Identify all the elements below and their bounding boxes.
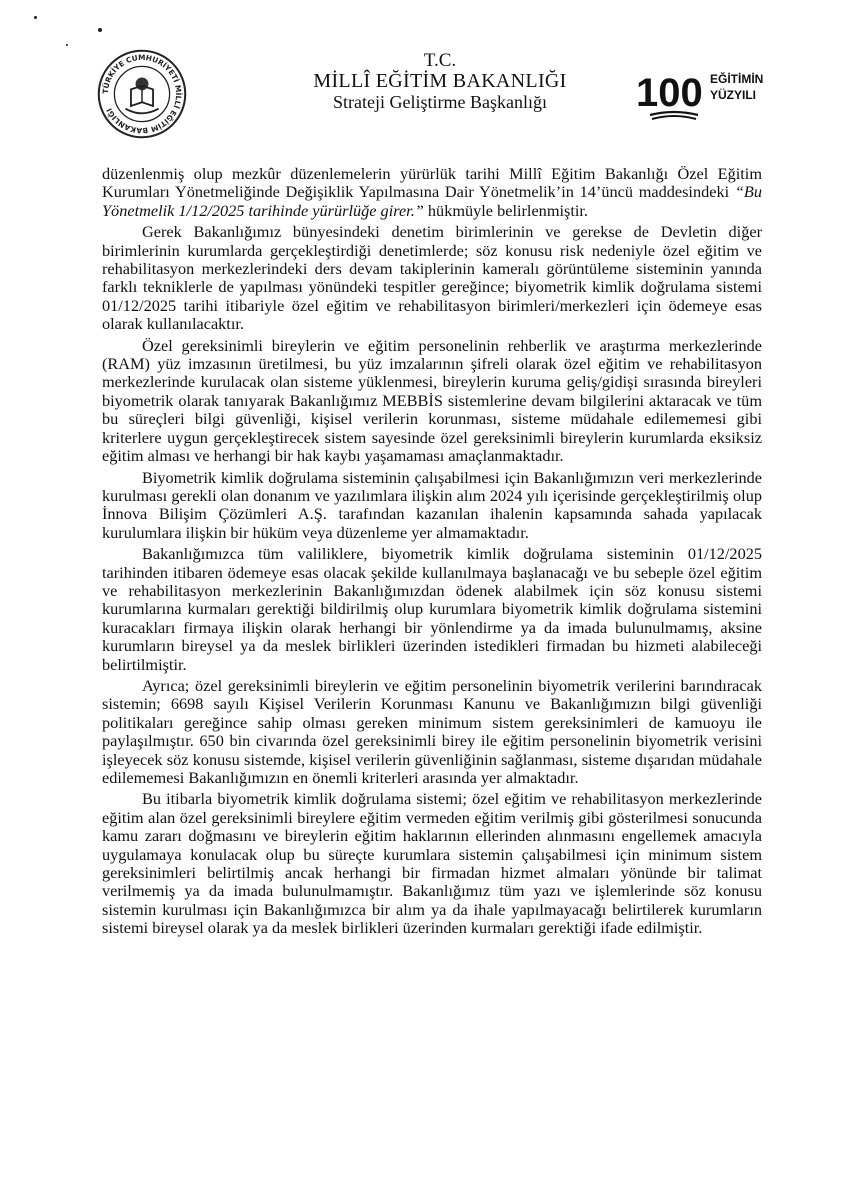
header-department: Strateji Geliştirme Başkanlığı bbox=[333, 92, 547, 112]
paragraph-7: Bu itibarla biyometrik kimlik doğrulama sistemi; özel eğitim ve rehabilitasyon merkezlerinde eğitim alan özel gereksinimli bireylere eğitim vermeden eğitim verilmiş gibi gösterilmesi sonucunda kamu zararı doğmasını ve bireylerin eğitim haklarının ellerinden alınmasını engellemek amacıyla uygulamaya konulacak olup bu süreçte kurumlara sistemin çalışabilmesi için minimum sistem gereksinimleri belirtilmiş ancak herhangi bir firmadan hizmet almaları yönünde bir talimat verilmemiş ya da imada bulunulmamıştır. Bakanlığımız tüm yazı ve işlemlerinde söz konusu sistemin kurulması için Bakanlığımızca bir alım ya da ihale yapılmayacağı belirtilerek kurumların sistemi bireysel olarak ya da meslek birlikleri üzerinden kurmaları gerektiği ifade edilmiştir. bbox=[102, 789, 762, 938]
scan-speck bbox=[34, 16, 37, 19]
logo-line2: YÜZYILI bbox=[710, 88, 757, 102]
scan-speck bbox=[66, 44, 68, 46]
logo-line1: EĞİTİMİN bbox=[710, 72, 764, 86]
header-ministry: MİLLÎ EĞİTİM BAKANLIĞI bbox=[313, 70, 567, 92]
paragraph-2: Gerek Bakanlığımız bünyesindeki denetim birimlerinin ve gerekse de Devletin diğer birimlerinin kurumlarda gerçekleştirdiği denetimlerde; söz konusu risk nedeniyle özel eğitim ve rehabilitasyon merkezlerindeki ders devam takiplerinin kameralı görüntüleme sisteminin yanında farklı tekniklerle de yapılması yönündeki tespitler gereğince; biyometrik kimlik doğrulama sistemi 01/12/2025 tarihi itibariyle özel eğitim ve rehabilitasyon birimleri/merkezleri için ödemeye esas olarak kullanılacaktır. bbox=[102, 222, 762, 334]
letterhead bbox=[290, 50, 590, 113]
paragraph-1-tail: hükmüyle belirlenmiştir. bbox=[423, 200, 588, 220]
ministry-seal bbox=[96, 48, 188, 140]
paragraph-1-text: düzenlenmiş olup mezkûr düzenlemelerin yürürlük tarihi Millî Eğitim Bakanlığı Özel Eğitim Kurumları Yönetmeliğinde Değişiklik Yapılmasına Dair Yönetmelik’in 14’üncü maddesindeki bbox=[102, 164, 762, 202]
paragraph-3: Özel gereksinimli bireylerin ve eğitim personelinin rehberlik ve araştırma merkezlerinde (RAM) yüz imzasının üretilmesi, bu yüz imzalarının şifreli olarak özel eğitim ve rehabilitasyon merkezlerinde kurulacak olan sisteme yüklenmesi, bireylerin kuruma geliş/gidişi sırasında bireyleri biyometrik olarak tanıyarak Bakanlığımız MEBBİS sistemlerine devam bilgilerini aktaracak ve tüm bu süreçleri bilgi güvenliği, kişisel verilerin korunması, sisteme müdahale edilememesi gibi kriterlere uygun gerçekleştirecek sistem sayesinde özel gereksinimli bireylerin kurumlarda eksiksiz eğitim alması ve herhangi bir hak kaybı yaşamaması amaçlanmaktadır. bbox=[102, 335, 762, 466]
letter-body bbox=[102, 165, 762, 941]
paragraph-5: Bakanlığımızca tüm valiliklere, biyometrik kimlik doğrulama sisteminin 01/12/2025 tarihinden itibaren ödemeye esas olacak şekilde kullanılmaya başlanacağı ve bu sebeple özel eğitim ve rehabilitasyon merkezlerinin Bakanlığımızdan ödenek alabilmek için söz konusu sistemi kurumlarına kurmaları gerektiği bildirilmiş olup kurumlara biyometrik kimlik doğrulama sistemini kuracakları firmaya ilişkin olarak herhangi bir yönlendirme ya da imada bulunulmamış, aksine kurumların bireysel ya da meslek birlikleri üzerinden istedikleri firmadan bu hizmeti alabileceği belirtilmiştir. bbox=[102, 544, 762, 674]
egitimin-yuzyili-logo bbox=[634, 66, 764, 122]
paragraph-4: Biyometrik kimlik doğrulama sisteminin çalışabilmesi için Bakanlığımızın veri merkezlerinde kurulması gerekli olan donanım ve yazılımlara ilişkin alım 2024 yılı içerisinde gerçekleştirilmiş olup İnnova Bilişim Çözümleri A.Ş. tarafından kazanılan ihalenin kapsamında sahada yapılacak kurulumlara ilişkin bir hüküm veya düzenleme yer almamaktadır. bbox=[102, 467, 762, 542]
paragraph-6: Ayrıca; özel gereksinimli bireylerin ve eğitim personelinin biyometrik verilerini barındıracak sistemin; 6698 sayılı Kişisel Verilerin Korunması Kanunu ve Bakanlığımızın bilgi güvenliği politikaları gereğince sahip olması gereken minimum sistem gereksinimleri de kamuoyu ile paylaşılmıştır. 650 bin civarında özel gereksinimli birey ile eğitim personelinin biyometrik verisini işleyecek söz konusu sistemde, kişisel verilerin güvenliğinin sağlanması, sisteme dışarıdan müdahale edilememesi Bakanlığımızın en önemli kriterleri arasında yer almaktadır. bbox=[102, 675, 762, 787]
regulation-quote: “Bu Yönetmelik 1/12/2025 tarihinde yürürlüğe girer.” bbox=[102, 182, 762, 220]
scan-speck bbox=[98, 28, 102, 32]
logo-number: 100 bbox=[636, 71, 703, 115]
seal-text: TÜRKİYE CUMHURİYETİ MİLLÎ EĞİTİM BAKANLIĞI bbox=[100, 52, 184, 136]
paragraph-1 bbox=[102, 165, 762, 220]
header-tc: T.C. bbox=[423, 50, 457, 71]
